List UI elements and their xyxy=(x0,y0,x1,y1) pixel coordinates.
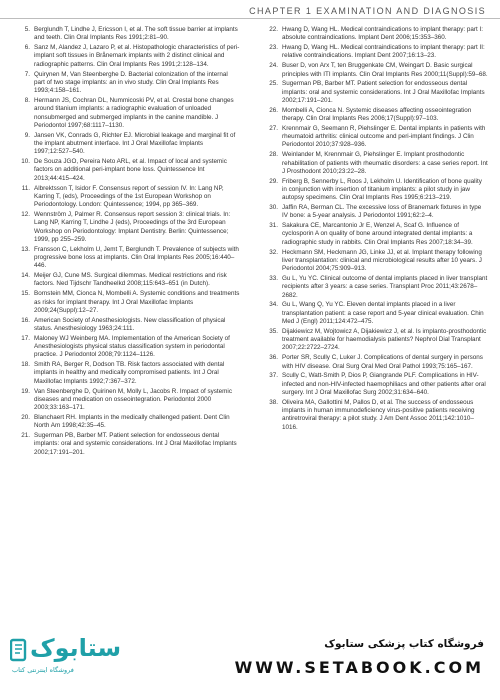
reference-item xyxy=(262,249,488,274)
reference-number: 17. xyxy=(21,334,30,342)
reference-number: 8. xyxy=(24,96,30,104)
reference-text: Albrektsson T, Isidor F. Consensus report of session IV. In: Lang NP, Karring T, (eds), Proceedings of the 1st European Workshop on Periodontology. London: Quintessence; 1994, pp 365–369. xyxy=(34,184,224,209)
reference-number: 36. xyxy=(269,354,278,362)
book-logo-icon xyxy=(10,638,28,662)
reference-text: Wennström J, Palmer R. Consensus report session 3: clinical trials. In: Lang NP, Karring T, Lindhe J (eds), Proceedings of the 3rd European Workshop on Periodontology: Implant Dentistry. Berlin: Quintessence; 1999, pp 255–259. xyxy=(34,210,231,243)
reference-text: Jansen VK, Conrads G, Richter EJ. Microbial leakage and marginal fit of the implant abutment interface. Int J Oral Maxillofac Implants 1997;12:527–540. xyxy=(34,131,236,156)
reference-number: 38. xyxy=(269,398,278,406)
reference-number: 9. xyxy=(24,131,30,139)
reference-number: 12. xyxy=(21,210,30,218)
reference-number: 28. xyxy=(269,151,278,159)
store-name: فروشگاه کتاب پزشکی ستابوک xyxy=(324,638,484,650)
reference-text: American Society of Anesthesiologists. New classification of physical status. Anesthesiology 1963;24:111. xyxy=(34,316,226,332)
reference-number: 21. xyxy=(21,432,30,440)
reference-item xyxy=(262,44,488,61)
reference-text: Maloney WJ Weinberg MA. Implementation of the American Society of Anesthesiologists physical status classification system in periodontal practice. J Periodontol 2008;79:1124–1126. xyxy=(34,334,230,359)
reference-text: Buser D, von Arx T, ten Bruggenkate CM, Weingart D. Basic surgical principles with ITI implants. Clin Oral Implants Res 2000;11(Suppl):59–68. xyxy=(282,62,488,78)
reference-number: 20. xyxy=(21,413,30,421)
publisher-footer xyxy=(0,624,500,700)
reference-item xyxy=(14,211,240,244)
reference-item xyxy=(262,222,488,247)
reference-number: 10. xyxy=(21,158,30,166)
reference-text: Berglundh T, Lindhe J, Ericsson I, et al. The soft tissue barrier at implants and teeth. Clin Oral Implants Res 1991;2:81–90. xyxy=(34,26,238,42)
reference-item xyxy=(262,204,488,221)
reference-text: Friberg B, Sennerby L, Roos J, Lekholm U. Identification of bone quality in conjunction with insertion of titanium implants: a pilot study in jaw autopsy specimens. Clin Oral Implants Res 1995;6:213–219. xyxy=(282,177,482,202)
logo-tagline: فروشگاه اینترنتی کتاب xyxy=(12,666,74,674)
reference-item xyxy=(14,185,240,210)
reference-number: 37. xyxy=(269,372,278,380)
reference-item xyxy=(14,290,240,315)
reference-item xyxy=(262,275,488,300)
reference-item xyxy=(262,399,488,432)
reference-item xyxy=(262,151,488,176)
reference-item xyxy=(262,107,488,124)
reference-number: 32. xyxy=(269,248,278,256)
reference-item xyxy=(14,335,240,360)
reference-item xyxy=(262,26,488,43)
reference-number: 31. xyxy=(269,222,278,230)
reference-text: Sakakura CE, Marcantonio Jr E, Wenzel A, Scaf G. Influence of cyclosporin A on quality of bone around integrated dental implants: a radiographic study in rabbits. Clin Oral Implants Res 2007;18:34–39. xyxy=(282,222,473,246)
reference-text: Sugerman PB, Barber MT. Patient selection for endosseous dental implants: oral and systemic considerations. Int J Oral Maxillofac Implants 2002;17:191–201. xyxy=(282,80,485,104)
reference-item xyxy=(14,26,240,43)
header-divider xyxy=(0,18,500,19)
setabook-logo xyxy=(8,634,122,680)
reference-item xyxy=(262,354,488,371)
reference-text: Krennmair G, Seemann R, Piehslinger E. Dental implants in patients with rheumatoid arthritis: clinical outcome and peri-implant findings. J Clin Periodontol 2010;37:928–936. xyxy=(282,124,486,149)
reference-item xyxy=(262,125,488,150)
logo-wordmark: ستابوک xyxy=(30,634,122,662)
reference-item xyxy=(14,158,240,183)
reference-text: Gu L, Wang Q, Yu YC. Eleven dental implants placed in a liver transplantation patient: a case report and 5-year clinical evaluation. Chin Med J (Engl) 2011;124:472–475. xyxy=(282,301,484,326)
reference-number: 26. xyxy=(269,106,278,114)
reference-text: Weinlander M, Krennmair G, Piehslinger E. Implant prosthodontic rehabilitation of patients with rheumatic disorders: a case series report. Int J Prosthodont 2010;23:22–28. xyxy=(282,151,488,175)
reference-number: 14. xyxy=(21,272,30,280)
reference-text: Meijer GJ, Cune MS. Surgical dilemmas. Medical restrictions and risk factors. Ned Tijdschr Tandheelkd 2008;115:643–651 (in Dutch). xyxy=(34,272,227,288)
reference-number: 29. xyxy=(269,177,278,185)
reference-number: 19. xyxy=(21,387,30,395)
reference-item xyxy=(14,97,240,130)
reference-text: Smith RA, Berger R, Dodson TB. Risk factors associated with dental implants in healthy and medically compromised patients. Int J Oral Maxillofac Implants 1992;7:367–372. xyxy=(34,361,225,385)
reference-item xyxy=(14,432,240,457)
reference-number: 35. xyxy=(269,327,278,335)
reference-item xyxy=(262,328,488,353)
reference-text: Bornstein MM, Cionca N, Mombelli A. Systemic conditions and treatments as risks for implant therapy. Int J Oral Maxillofac Implants 2009;24(Suppl):12–27. xyxy=(34,290,240,314)
reference-item xyxy=(262,301,488,326)
reference-text: Porter SR, Scully C, Luker J. Complications of dental surgery in persons with HIV disease. Oral Surg Oral Med Oral Pathol 1993;75:165–167. xyxy=(282,354,483,370)
reference-item xyxy=(14,388,240,413)
reference-number: 6. xyxy=(24,44,30,52)
reference-number: 30. xyxy=(269,204,278,211)
reference-text: Scully C, Watt-Smith P, Dios P, Giangrande PLF. Complications in HIV-infected and non-HIV-infected haemophiliacs and other patients after oral surgery. Int J Oral Maxillofac Surg 2002;31:634–640. xyxy=(282,372,486,396)
reference-number: 27. xyxy=(269,124,278,132)
reference-column-right xyxy=(262,26,488,622)
reference-item xyxy=(14,414,240,431)
store-url[interactable]: WWW.SETABOOK.COM xyxy=(234,658,484,677)
reference-number: 23. xyxy=(269,44,278,52)
reference-text: Blanchaert RH. Implants in the medically challenged patient. Dent Clin North Am 1998;42:35–45. xyxy=(34,413,230,430)
reference-item xyxy=(14,272,240,289)
reference-number: 5. xyxy=(24,26,30,33)
reference-item xyxy=(14,361,240,386)
reference-number: 25. xyxy=(269,80,278,88)
reference-number: 7. xyxy=(24,70,30,78)
reference-text: Fransson C, Lekholm U, Jemt T, Berglundh T. Prevalence of subjects with progressive bone loss at implants. Clin Oral Implants Res 2005;16:440–446. xyxy=(34,245,239,270)
reference-text: Gu L, Yu YC. Clinical outcome of dental implants placed in liver transplant recipients after 3 years: a case series. Transplant Proc 2011;43:2678–2682. xyxy=(282,274,488,299)
reference-text: Jaffin RA, Berman CL. The excessive loss of Branemark fixtures in type IV bone: a 5-year analysis. J Periodontol 1991;62:2–4. xyxy=(282,204,482,220)
reference-number: 15. xyxy=(21,290,30,298)
reference-column-left xyxy=(14,26,240,622)
reference-number: 16. xyxy=(21,316,30,324)
reference-item xyxy=(14,44,240,69)
reference-item xyxy=(14,317,240,334)
reference-number: 13. xyxy=(21,245,30,253)
reference-number: 11. xyxy=(21,184,30,192)
reference-number: 22. xyxy=(269,26,278,33)
reference-item xyxy=(14,246,240,271)
reference-text: Oliveira MA, Gallottini M, Pallos D, et al. The success of endosseous implants in human immunodeficiency virus-positive patients receiving antiretroviral therapy: a pilot study. J Am Dent Assoc 2011;142:1010–1016. xyxy=(282,398,475,431)
reference-text: Quirynen M, Van Steenberghe D. Bacterial colonization of the internal part of two stage implants: an in vivo study. Clin Oral Implants Res 1993;4:158–161. xyxy=(34,70,228,95)
running-header: CHAPTER 1 EXAMINATION AND DIAGNOSIS xyxy=(249,6,486,16)
reference-text: Mombelli A, Cionca N. Systemic diseases affecting osseointegration therapy. Clin Oral Implants Res 2006;17(Suppl):97–103. xyxy=(282,106,472,122)
reference-item xyxy=(262,80,488,105)
reference-item xyxy=(262,372,488,397)
reference-text: Sanz M, Alandez J, Lazaro P, et al. Histopathologic characteristics of peri-implant soft tissues in Brånemark implants with 2 distinct clinical and radiographic patterns. Clin Oral Implants Res 1991;2:128–134. xyxy=(34,44,240,68)
reference-number: 24. xyxy=(269,62,278,70)
reference-number: 34. xyxy=(269,301,278,309)
reference-text: Hwang D, Wang HL. Medical contraindications to implant therapy: part II: relative contraindications. Implant Dent 2007;16:13–23. xyxy=(282,44,485,60)
reference-number: 18. xyxy=(21,361,30,369)
reference-item xyxy=(262,178,488,203)
reference-text: Hermann JS, Cochran DL, Nummicoski PV, et al. Crestal bone changes around titanium implants: a radiographic evaluation of unloaded nonsubmerged and submerged implants in the canine mandible. J Periodontol 1997;68:1117–1130. xyxy=(34,96,234,129)
reference-number: 33. xyxy=(269,274,278,282)
reference-list xyxy=(14,26,488,622)
reference-text: De Souza JGO, Pereira Neto ARL, et al. Impact of local and systemic factors on additional peri-implant bone loss. Quintessence Int 2013;44:415–424. xyxy=(34,158,227,182)
reference-text: Sugerman PB, Barber MT. Patient selection for endosseous dental implants: oral and systemic considerations. Int J Oral Maxillofac Implants 2002;17:191–201. xyxy=(34,432,237,456)
reference-text: Dijakiewicz M, Wojtowicz A, Dijakiewicz J, et al. Is implanto-prosthodontic treatment available for haemodialysis patients? Nephrol Dial Transplant 2007;22:2722–2724. xyxy=(282,327,487,352)
reference-text: Van Steenberghe D, Quirinen M, Molly L, Jacobs R. Impact of systemic diseases and medication on osseointegration. Periodontol 2000 2003;33:163–171. xyxy=(34,387,232,412)
reference-item xyxy=(262,62,488,79)
reference-item xyxy=(14,132,240,157)
reference-text: Heckmann SM, Heckmann JG, Linke JJ, et al. Implant therapy following liver transplantation: clinical and microbiological results after 10 years. J Periodontol 2004;75:909–913. xyxy=(282,248,482,273)
reference-text: Hwang D, Wang HL. Medical contraindications to implant therapy: part I: absolute contraindications. Implant Dent 2006;15:353–360. xyxy=(282,26,484,42)
reference-item xyxy=(14,71,240,96)
